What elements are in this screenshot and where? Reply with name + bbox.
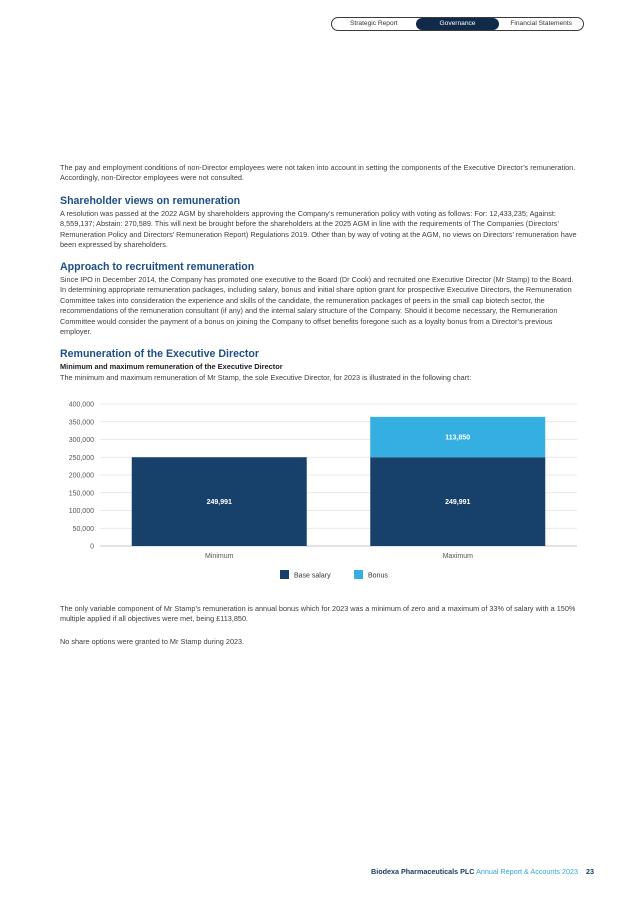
- recruitment-heading: Approach to recruitment remuneration: [60, 261, 255, 273]
- exec-paragraph: The minimum and maximum remuneration of Mr Stamp, the sole Executive Director, for 2023 is illustrated in the following chart:: [60, 373, 472, 382]
- remuneration-chart: [60, 395, 580, 590]
- x-category-label: Maximum: [442, 553, 473, 560]
- legend-label: Bonus: [368, 572, 388, 580]
- page-number: 23: [586, 867, 594, 876]
- y-tick-label: 200,000: [68, 472, 94, 480]
- data-label: 249,991: [206, 499, 232, 507]
- recruitment-paragraph: Since IPO in December 2014, the Company has promoted one executive to the Board (Dr Cook) and recruited one Executive Director (Mr Stamp) to the Board. In determining appropriate remuneration packages, including salary, bonus and initial share option grant for prospective Executive Directors, the Remuneration Committee takes into consideration the experience and skills of the candidate, the remuneration packages of peers in the small cap biotech sector, the recommendations of the remuneration consultant (if any) and the internal salary structure of the Company. Should it become necessary, the Remuneration Committee would consider the payment of a bonus on joining the Company to offset benefits foregone such as a loyalty bonus from a Director’s previous employer.: [60, 275, 574, 337]
- data-label: 113,850: [445, 434, 471, 442]
- y-tick-label: 350,000: [68, 419, 94, 427]
- y-tick-label: 50,000: [72, 525, 94, 533]
- bonus-paragraph: The only variable component of Mr Stamp’s remuneration is annual bonus which for 2023 was a minimum of zero and a maximum of 33% of salary with a 150% multiple applied if all objectives were met, being £113,850.: [60, 604, 576, 624]
- exec-subheading: Minimum and maximum remuneration of the Executive Director: [60, 362, 283, 371]
- tab-financial-statements[interactable]: Financial Statements: [510, 20, 572, 27]
- shareholder-heading: Shareholder views on remuneration: [60, 195, 241, 207]
- legend-swatch: [354, 570, 363, 579]
- y-tick-label: 400,000: [68, 401, 94, 409]
- data-label: 249,991: [445, 499, 471, 507]
- y-tick-label: 300,000: [68, 437, 94, 444]
- section-nav: [331, 17, 584, 31]
- exec-heading: Remuneration of the Executive Director: [60, 348, 259, 360]
- legend-swatch: [280, 570, 289, 579]
- y-tick-label: 150,000: [68, 490, 94, 498]
- tab-strategic-report[interactable]: Strategic Report: [350, 20, 398, 27]
- intro-paragraph: The pay and employment conditions of non-Director employees were not taken into account in setting the components of the Executive Director’s remuneration. Accordingly, non-Director employees were not consulted.: [60, 163, 576, 183]
- shareholder-paragraph: A resolution was passed at the 2022 AGM by shareholders approving the Company’s remuneration policy with voting as follows: For: 12,433,235; Against: 8,559,137; Abstain: 270,589. This will next be brought before the shareholders at the 2025 AGM in line with the requirements of The Companies (Directors’ Remuneration Policy and Directors’ Remuneration Report) Regulations 2019. Other than by way of voting at the AGM, no views on Directors’ remuneration have been expressed by shareholders.: [60, 209, 577, 250]
- share-options-paragraph: No share options were granted to Mr Stamp during 2023.: [60, 637, 245, 646]
- y-tick-label: 100,000: [68, 508, 94, 515]
- y-tick-label: 0: [90, 543, 94, 551]
- footer-report-title: Annual Report & Accounts 2023: [476, 867, 578, 876]
- page-footer: [371, 867, 594, 876]
- y-tick-label: 250,000: [68, 454, 94, 462]
- x-category-label: Minimum: [205, 553, 234, 560]
- tab-governance[interactable]: Governance: [416, 18, 500, 30]
- footer-company: Biodexa Pharmaceuticals PLC: [371, 867, 475, 876]
- legend-label: Base salary: [294, 572, 331, 580]
